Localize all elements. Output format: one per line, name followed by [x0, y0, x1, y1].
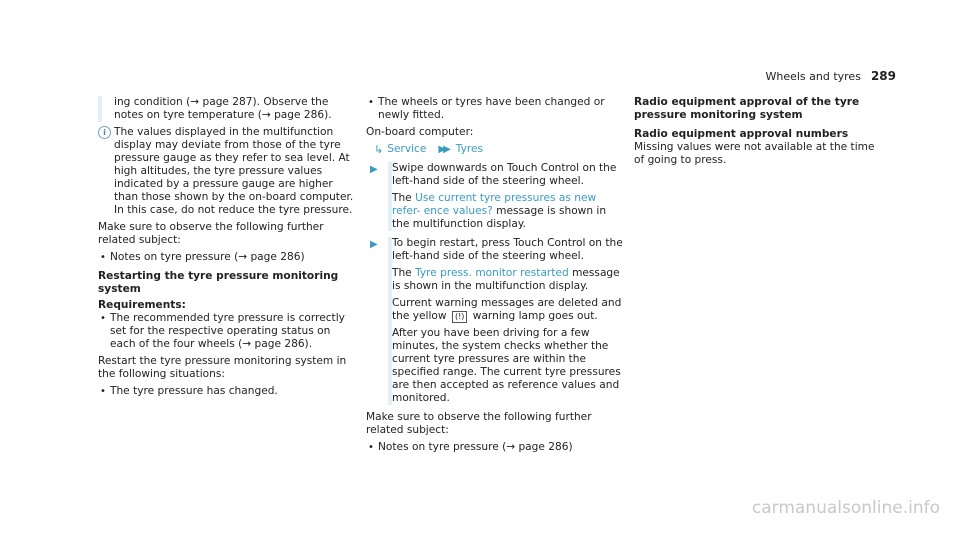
notes-link[interactable]: Notes on tyre pressure (→ page 286) — [110, 251, 305, 263]
list-item — [98, 251, 356, 264]
display-message: Tyre press. monitor restarted — [415, 267, 569, 279]
situation-text: The tyre pressure has changed. — [110, 385, 278, 397]
step-result — [392, 192, 624, 231]
section-title: Wheels and tyres — [765, 70, 861, 83]
onboard-label: On-board computer: — [366, 126, 474, 138]
info-icon: i — [98, 126, 111, 139]
approval-numbers-heading: Radio equipment approval numbers — [634, 128, 849, 140]
list-item — [98, 312, 356, 351]
info-text: The values displayed in the multifunction display may deviate from those of the tyre pressure gauge as they refer to sea level. At high altitudes, the tyre pressure values indicated by a pressure gauge are higher than those shown by the on-board computer. In this case, do not reduce the tyre pressure. — [114, 126, 354, 216]
step-text: Swipe downwards on Touch Control on the left-hand side of the steering wheel. — [392, 162, 617, 187]
monitoring-text: After you have been driving for a few minutes, the system checks whether the current tyre pressures are within the specified range. The current tyre pressures are then accepted as reference values and monitored. — [392, 327, 621, 404]
step-result — [392, 267, 624, 293]
step-play-icon: ▶ — [370, 164, 378, 175]
info-note — [98, 126, 356, 217]
warning-text — [392, 297, 624, 323]
page-number: 289 — [870, 69, 896, 83]
menu-path — [366, 143, 624, 156]
column-1 — [98, 96, 356, 402]
notes-link[interactable]: Notes on tyre pressure (→ page 286) — [378, 441, 573, 453]
path-service: Service — [387, 143, 427, 155]
bullet-icon: • — [100, 252, 106, 263]
situation-text: The wheels or tyres have been changed or newly fitted. — [378, 96, 605, 121]
bullet-icon: • — [368, 442, 374, 453]
observe-text: Make sure to observe the following further related subject: — [366, 411, 592, 436]
bullet-icon: • — [100, 386, 106, 397]
requirements-label: Requirements: — [98, 299, 186, 311]
bullet-icon: • — [100, 313, 106, 324]
step-1 — [366, 162, 624, 231]
path-tyres: Tyres — [455, 143, 484, 155]
step-tail: message is shown in the multifunction display. — [392, 267, 620, 292]
list-item — [366, 441, 624, 454]
list-item — [98, 385, 356, 398]
step-tail: message is shown in the multifunction display. — [392, 205, 607, 230]
column-3 — [634, 96, 884, 171]
column-2 — [366, 96, 624, 458]
tyre-pressure-warning-lamp-icon: (!) — [452, 311, 467, 323]
bullet-icon: • — [368, 97, 374, 108]
section-heading: Restarting the tyre pressure monitoring system — [98, 270, 339, 295]
step-play-icon: ▶ — [370, 239, 378, 250]
step-the: The — [392, 192, 412, 204]
continuation-text: ing condition (→ page 287). Observe the notes on tyre temperature (→ page 286). — [98, 96, 356, 122]
enter-arrow-icon: ↳ — [374, 143, 384, 156]
situations-text: Restart the tyre pressure monitoring system in the following situations: — [98, 355, 347, 380]
list-item — [366, 96, 624, 122]
observe-text: Make sure to observe the following further related subject: — [98, 221, 324, 246]
warning-text-b: warning lamp goes out. — [472, 310, 598, 322]
warning-text-a: Current warning messages are deleted and the yellow — [392, 297, 622, 322]
double-chevron-icon: ▶▶ — [438, 144, 448, 155]
page-header — [765, 70, 896, 83]
display-message: Use current tyre pressures as new refer- ence values? — [392, 192, 597, 217]
requirement-text: The recommended tyre pressure is correctly set for the respective operating status on each of the four wheels (→ page 286). — [110, 312, 345, 350]
watermark: carmanualsonline.info — [751, 498, 940, 518]
step-2 — [366, 237, 624, 405]
approval-text: Missing values were not available at the time of going to press. — [634, 141, 875, 166]
radio-approval-heading: Radio equipment approval of the tyre pressure monitoring system — [634, 96, 860, 121]
step-text: To begin restart, press Touch Control on the left-hand side of the steering wheel. — [392, 237, 623, 262]
step-the: The — [392, 267, 412, 279]
